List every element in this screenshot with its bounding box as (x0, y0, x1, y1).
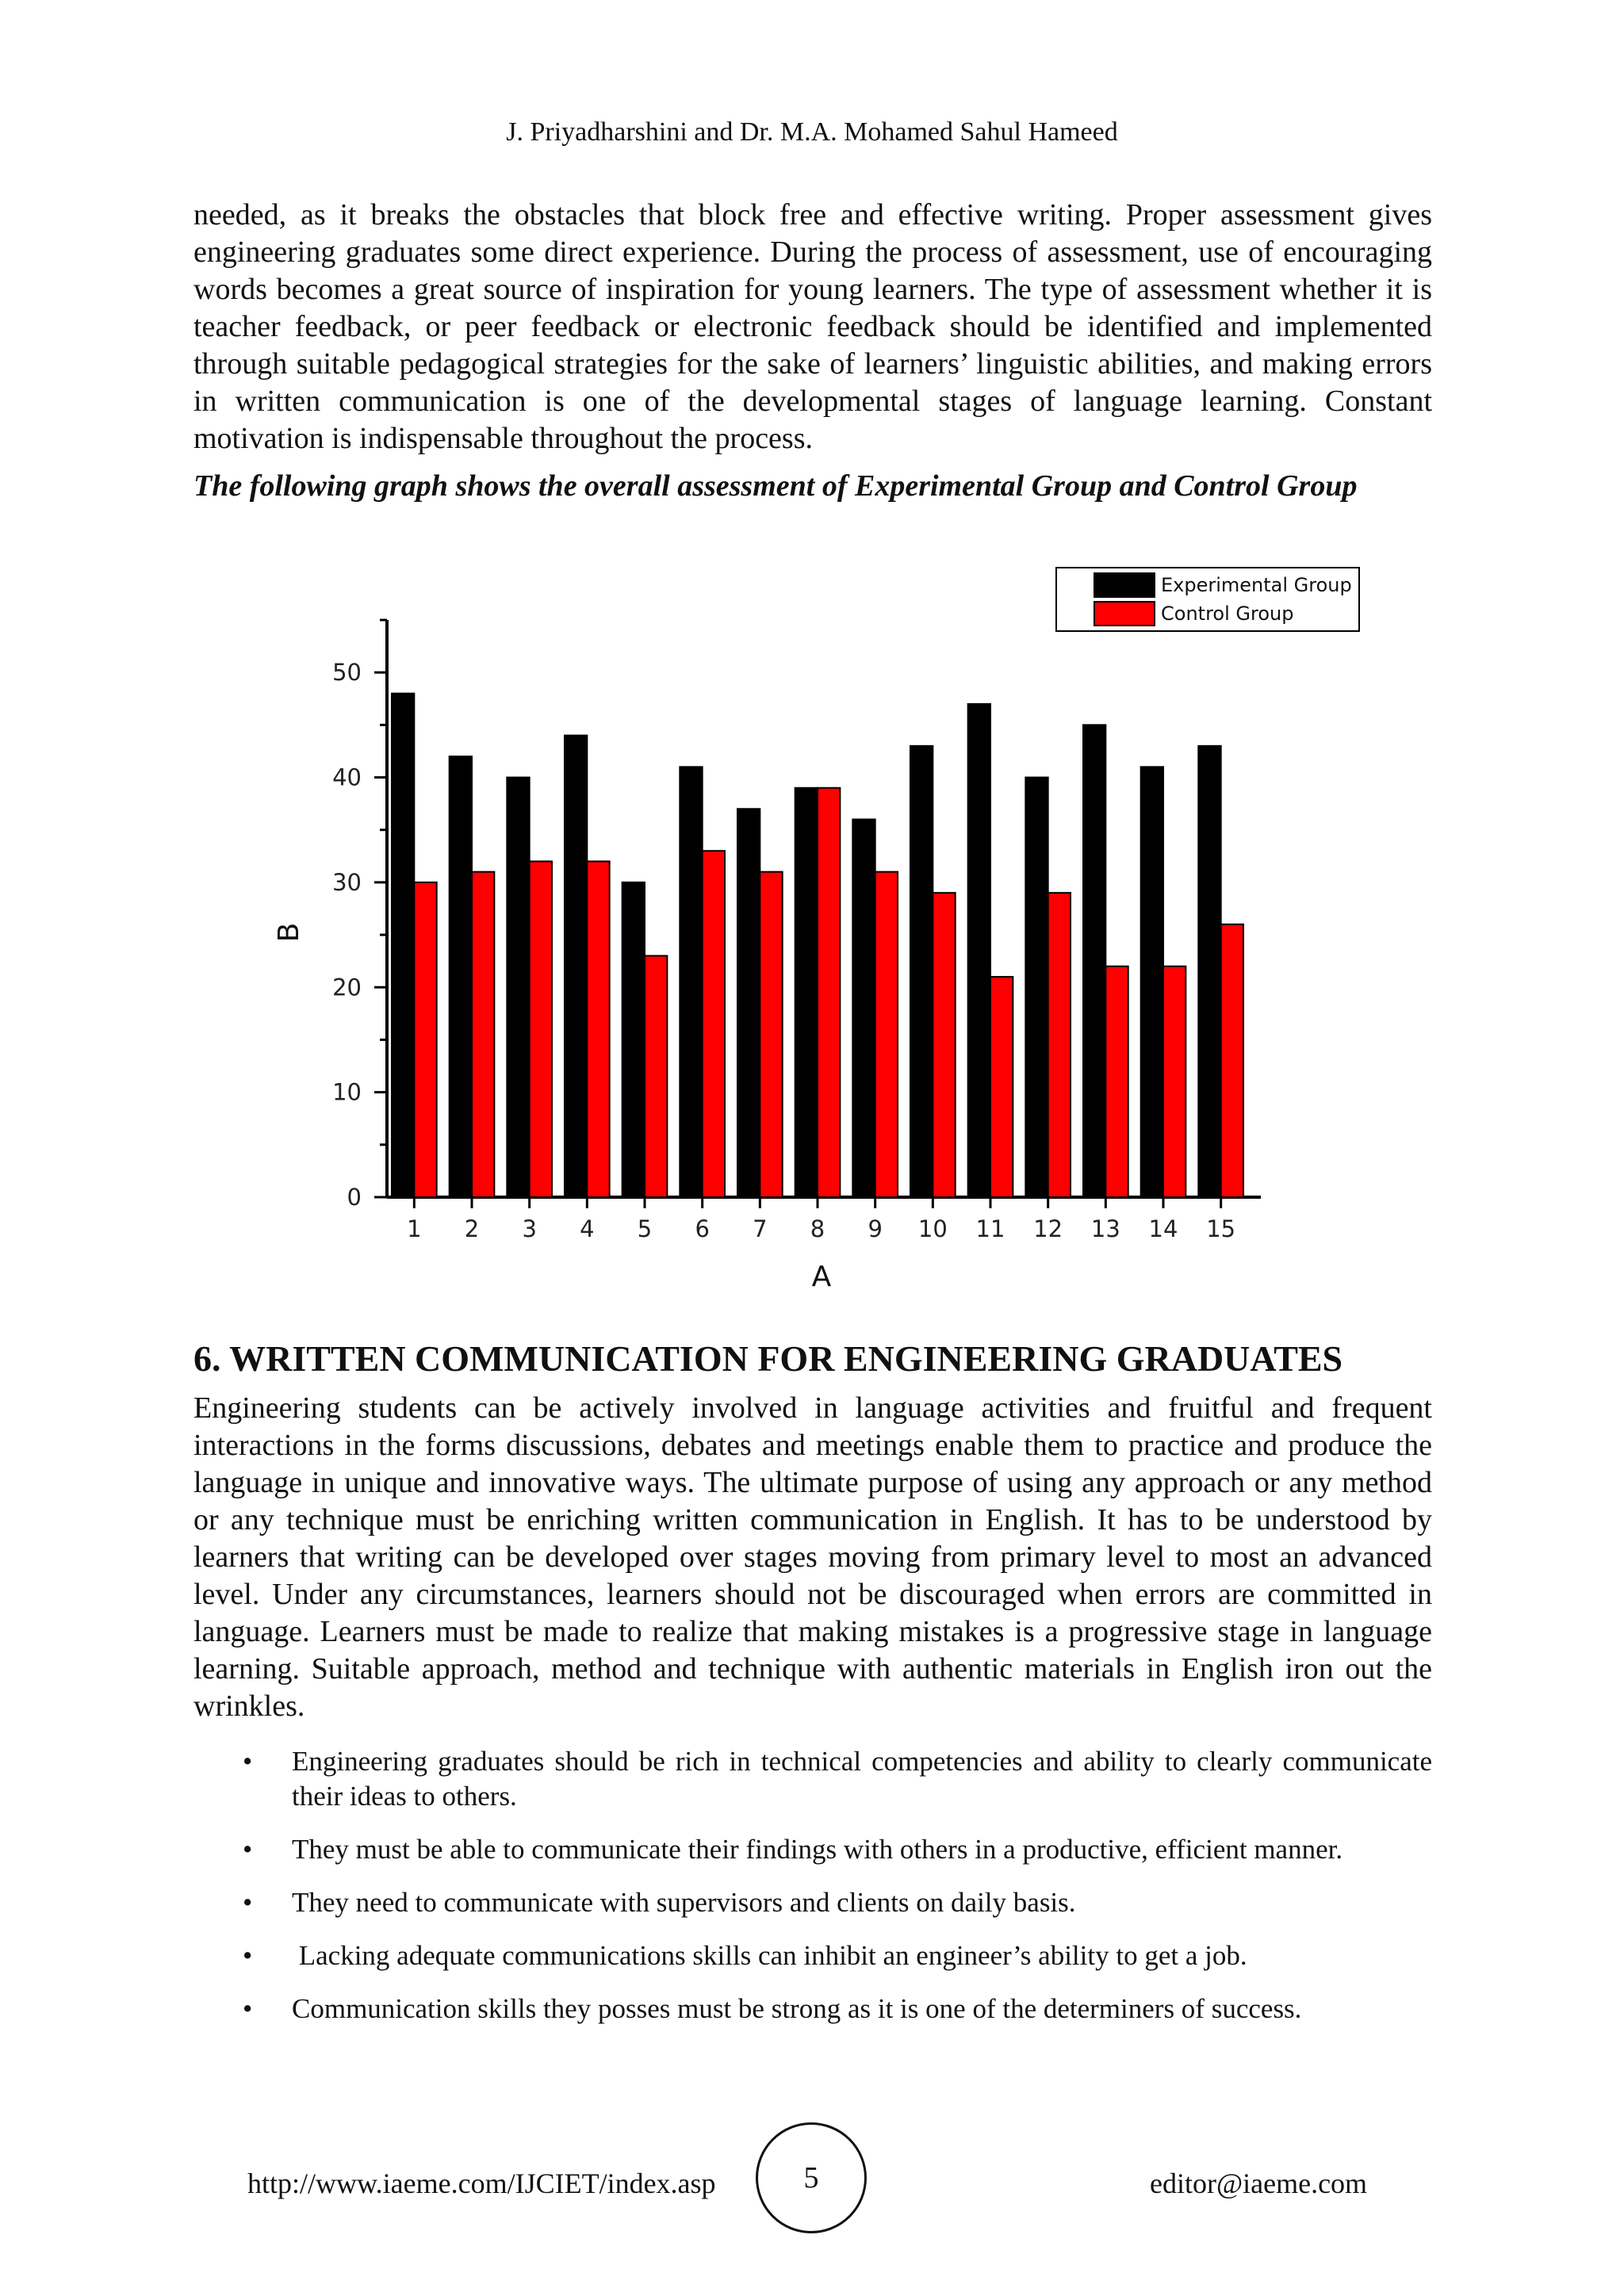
legend-swatch (1094, 573, 1155, 597)
footer-url[interactable]: http://www.iaeme.com/IJCIET/index.asp (247, 2168, 716, 2199)
x-tick-label: 6 (695, 1215, 710, 1242)
x-tick-label: 12 (1033, 1215, 1063, 1242)
x-tick-label: 5 (637, 1215, 653, 1242)
bar-control-group (1221, 924, 1243, 1197)
bar-experimental-group (968, 704, 990, 1197)
bar-chart-svg (254, 555, 1380, 1316)
bullet-icon: • (243, 1993, 253, 2024)
bar-control-group (1105, 966, 1128, 1197)
x-axis-label: A (811, 1261, 832, 1293)
bar-control-group (760, 872, 782, 1197)
x-tick-label: 14 (1148, 1215, 1178, 1242)
bullet-item (193, 1885, 1432, 1920)
legend-label: Experimental Group (1161, 574, 1352, 596)
body-paragraph-2: Engineering students can be actively involved in language activities and fruitful and frequent interactions in the forms discussions, debates and meetings enable them to practice and produce the language in unique and innovative ways. The ultimate purpose of using any approach or any method or any technique must be enriching written communication in English. It has to be understood by learners that writing can be developed over stages moving from primary level to most an advanced level. Under any circumstances, learners should not be discouraged when errors are committed in language. Learners must be made to realize that making mistakes is a progressive stage in language learning. Suitable approach, method and technique with authentic materials in English iron out the wrinkles. (193, 1391, 1432, 1723)
bar-experimental-group (507, 778, 529, 1197)
figure-caption: The following graph shows the overall assessment of Experimental Group and Control Group (193, 469, 1358, 503)
y-tick-label: 40 (332, 763, 362, 791)
x-tick-label: 1 (407, 1215, 422, 1242)
bar-control-group (472, 872, 494, 1197)
bullet-item (193, 1832, 1432, 1867)
x-tick-label: 3 (522, 1215, 537, 1242)
bar-experimental-group (680, 767, 702, 1197)
bar-experimental-group (737, 809, 760, 1197)
x-tick-label: 4 (580, 1215, 595, 1242)
y-axis-label: B (273, 922, 305, 943)
y-tick-label: 30 (332, 868, 362, 896)
bullet-list (193, 1744, 1432, 2045)
bar-chart (254, 555, 1380, 1316)
bullet-item (193, 1992, 1432, 2026)
bullet-text: Lacking adequate communications skills can inhibit an engineer’s ability to get a job. (292, 1940, 1247, 1971)
bar-control-group (414, 882, 436, 1197)
x-tick-label: 7 (753, 1215, 768, 1242)
section-heading: 6. WRITTEN COMMUNICATION FOR ENGINEERING GRADUATES (193, 1338, 1343, 1379)
bar-experimental-group (1141, 767, 1163, 1197)
bullet-icon: • (243, 1746, 253, 1777)
bar-control-group (1048, 893, 1071, 1197)
bar-experimental-group (910, 746, 933, 1197)
bar-experimental-group (852, 819, 875, 1197)
x-tick-label: 9 (868, 1215, 883, 1242)
y-tick-label: 50 (332, 659, 362, 687)
bullet-item (193, 1744, 1432, 1814)
page-number: 5 (756, 2122, 867, 2233)
bar-experimental-group (450, 756, 472, 1197)
bar-experimental-group (795, 788, 818, 1197)
bullet-icon: • (243, 1940, 253, 1971)
y-tick-label: 0 (347, 1184, 362, 1211)
footer-email[interactable]: editor@iaeme.com (1150, 2168, 1368, 2199)
x-tick-label: 15 (1206, 1215, 1236, 1242)
bullet-text: They must be able to communicate their findings with others in a productive, efficient manner. (292, 1834, 1343, 1865)
x-tick-label: 8 (810, 1215, 825, 1242)
bar-control-group (645, 956, 667, 1197)
bar-experimental-group (1025, 778, 1048, 1197)
legend-swatch (1094, 602, 1155, 626)
bar-control-group (703, 851, 725, 1197)
bullet-icon: • (243, 1834, 253, 1865)
bullet-text: They need to communicate with supervisors and clients on daily basis. (292, 1887, 1076, 1918)
legend-label: Control Group (1161, 603, 1294, 625)
bullet-icon: • (243, 1887, 253, 1918)
bar-experimental-group (565, 736, 587, 1197)
bar-experimental-group (392, 694, 414, 1197)
bar-control-group (1163, 966, 1185, 1197)
y-tick-label: 20 (332, 974, 362, 1001)
y-tick-label: 10 (332, 1078, 362, 1106)
bar-control-group (875, 872, 898, 1197)
x-tick-label: 11 (975, 1215, 1005, 1242)
x-tick-label: 10 (917, 1215, 948, 1242)
bar-experimental-group (1083, 725, 1105, 1197)
bar-control-group (530, 861, 552, 1197)
bullet-text: Engineering graduates should be rich in technical competencies and ability to clearly communicate their ideas to others. (292, 1746, 1432, 1812)
bullet-item (193, 1938, 1432, 1973)
bar-control-group (990, 977, 1013, 1197)
bar-control-group (818, 788, 840, 1197)
x-tick-label: 2 (464, 1215, 480, 1242)
body-paragraph-1: needed, as it breaks the obstacles that block free and effective writing. Proper assessment gives engineering graduates some direct experience. During the process of assessment, use of encouraging words becomes a great source of inspiration for young learners. The type of assessment whether it is teacher feedback, or peer feedback or electronic feedback should be identified and implemented through suitable pedagogical strategies for the sake of learners’ linguistic abilities, and making errors in written communication is one of the developmental stages of language learning. Constant motivation is indispensable throughout the process. (193, 198, 1432, 455)
bar-experimental-group (1198, 746, 1220, 1197)
x-tick-label: 13 (1090, 1215, 1120, 1242)
bar-control-group (587, 861, 609, 1197)
bar-experimental-group (622, 882, 645, 1197)
bullet-text: Communication skills they posses must be strong as it is one of the determiners of success. (292, 1993, 1302, 2024)
running-header: J. Priyadharshini and Dr. M.A. Mohamed Sahul Hameed (506, 117, 1118, 147)
bar-control-group (933, 893, 955, 1197)
